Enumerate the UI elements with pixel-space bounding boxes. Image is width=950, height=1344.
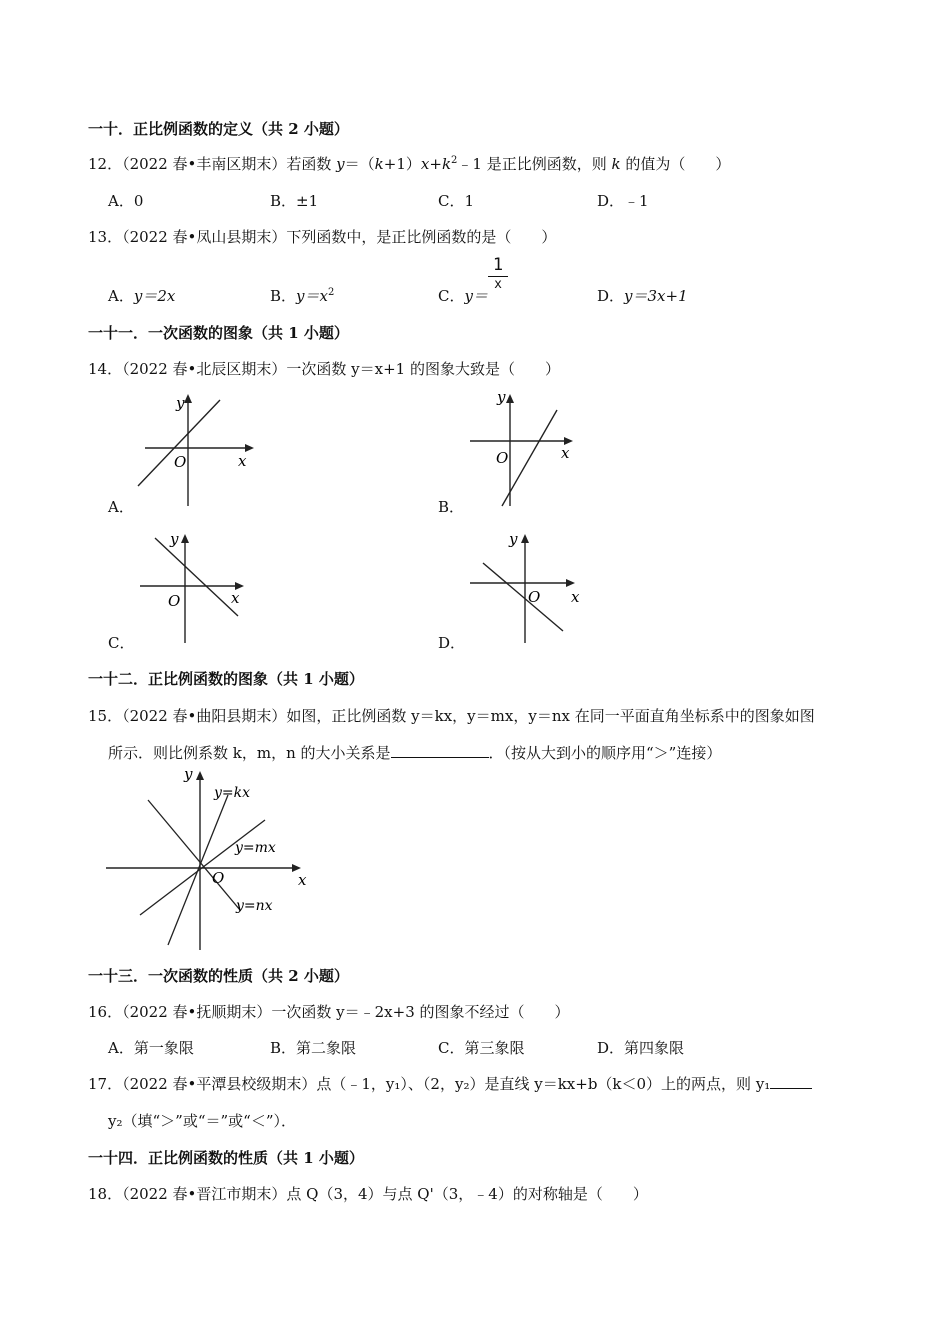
origin-label: O bbox=[528, 588, 541, 606]
graph-option-b[interactable] bbox=[465, 388, 590, 513]
answer-blank[interactable] bbox=[770, 1074, 812, 1089]
option-c-label[interactable]: C． bbox=[108, 634, 135, 652]
graph-option-a[interactable] bbox=[130, 388, 260, 513]
question-text: 如图，正比例函数 y＝kx，y＝mx，y＝nx 在同一平面直角坐标系中的图象如图 bbox=[286, 707, 815, 725]
question-source: （2022 春•丰南区期末） bbox=[122, 155, 287, 173]
var-y: y bbox=[336, 155, 345, 173]
y-axis-arrow bbox=[181, 534, 189, 543]
question-number: 18． bbox=[88, 1185, 123, 1203]
question-text: 点 Q（3，4）与点 Q'（3，﹣4）的对称轴是（ ） bbox=[286, 1185, 648, 1203]
line-nx bbox=[148, 800, 240, 910]
fraction bbox=[488, 255, 508, 292]
x-axis-arrow bbox=[566, 579, 575, 587]
option-label: C． bbox=[438, 287, 465, 305]
y-axis-label: y bbox=[170, 530, 179, 548]
section-heading-11: 一十一．一次函数的图象（共 1 小题） bbox=[88, 324, 349, 342]
question-number: 16． bbox=[88, 1003, 123, 1021]
y-axis-arrow bbox=[184, 394, 192, 403]
question-text: 所示．则比例系数 k，m，n 的大小关系是 bbox=[108, 744, 391, 762]
question-14 bbox=[88, 358, 560, 379]
x-axis-label: x bbox=[231, 589, 240, 607]
function-line bbox=[138, 400, 220, 486]
option-c[interactable]: C．第三象限 bbox=[438, 1039, 525, 1057]
exponent: 2 bbox=[451, 155, 458, 166]
x-axis-label: x bbox=[561, 444, 570, 462]
var-k: k bbox=[611, 155, 621, 173]
option-a-label[interactable]: A． bbox=[108, 498, 134, 516]
option-expression: y＝x bbox=[296, 287, 328, 305]
question-source: （2022 春•平潭县校级期末） bbox=[122, 1075, 317, 1093]
option-c[interactable]: C．1 bbox=[438, 192, 475, 210]
fraction-denominator: x bbox=[494, 277, 502, 292]
question-text: 若函数 bbox=[286, 155, 337, 173]
y-axis-arrow bbox=[196, 771, 204, 780]
origin-label: O bbox=[212, 869, 225, 887]
question-text: 的值为（ ） bbox=[620, 155, 731, 173]
section-heading-14: 一十四．正比例函数的性质（共 1 小题） bbox=[88, 1149, 364, 1167]
question-source: （2022 春•曲阳县期末） bbox=[122, 707, 287, 725]
question-15-line-2 bbox=[108, 742, 721, 763]
question-text: ．（按从大到小的顺序用“＞”连接） bbox=[488, 744, 722, 762]
question-text: + bbox=[429, 155, 442, 173]
label-mx: y=mx bbox=[235, 840, 276, 856]
option-label: A． bbox=[108, 287, 134, 305]
exponent: 2 bbox=[327, 287, 335, 298]
option-d[interactable]: D．﹣1 bbox=[597, 192, 649, 210]
var-x: x bbox=[420, 155, 430, 173]
option-label: B． bbox=[270, 287, 297, 305]
question-text: 下列函数中，是正比例函数的是（ ） bbox=[286, 228, 557, 246]
question-13 bbox=[88, 226, 556, 247]
option-a[interactable]: A．0 bbox=[108, 192, 144, 210]
x-axis-arrow bbox=[245, 444, 254, 452]
origin-label: O bbox=[174, 453, 187, 471]
question-12 bbox=[88, 153, 730, 174]
x-axis-label: x bbox=[298, 871, 307, 889]
question-number: 12． bbox=[88, 155, 123, 173]
graph-proportional-functions bbox=[100, 765, 320, 955]
y-axis-label: y bbox=[184, 765, 193, 783]
option-d[interactable]: D．第四象限 bbox=[597, 1039, 685, 1057]
option-c[interactable] bbox=[438, 285, 488, 306]
option-label: D． bbox=[597, 287, 625, 305]
var-k: k bbox=[441, 155, 452, 173]
option-b[interactable] bbox=[270, 285, 334, 306]
question-16 bbox=[88, 1001, 570, 1022]
graph-option-c[interactable] bbox=[130, 528, 260, 648]
option-d-label[interactable]: D． bbox=[438, 634, 466, 652]
option-a[interactable] bbox=[108, 285, 175, 306]
label-nx: y=nx bbox=[236, 898, 273, 914]
question-source: （2022 春•北辰区期末） bbox=[122, 360, 287, 378]
question-text: ＝（ bbox=[344, 155, 375, 173]
var-k: k bbox=[374, 155, 384, 173]
question-number: 17． bbox=[88, 1075, 123, 1093]
y-axis-label: y bbox=[176, 394, 185, 412]
x-axis-label: x bbox=[238, 452, 247, 470]
graph-option-d[interactable] bbox=[465, 528, 590, 648]
section-heading-13: 一十三．一次函数的性质（共 2 小题） bbox=[88, 967, 349, 985]
fraction-numerator: 1 bbox=[492, 255, 504, 275]
question-text: +1） bbox=[383, 155, 421, 173]
function-line bbox=[483, 563, 563, 631]
y-axis-arrow bbox=[521, 534, 529, 543]
question-number: 15． bbox=[88, 707, 123, 725]
option-d[interactable] bbox=[597, 285, 688, 306]
label-kx: y=kx bbox=[214, 785, 251, 801]
question-17-line-2: y₂（填“＞”或“＝”或“＜”）． bbox=[108, 1112, 296, 1130]
question-source: （2022 春•凤山县期末） bbox=[122, 228, 287, 246]
section-heading-10: 一十．正比例函数的定义（共 2 小题） bbox=[88, 120, 349, 138]
question-15 bbox=[88, 705, 815, 726]
question-text: 点（﹣1，y₁）、（2，y₂）是直线 y＝kx+b（k＜0）上的两点，则 y₁ bbox=[316, 1075, 771, 1093]
question-number: 13． bbox=[88, 228, 123, 246]
y-axis-arrow bbox=[506, 394, 514, 403]
origin-label: O bbox=[496, 449, 509, 467]
option-expression: y＝2x bbox=[133, 287, 176, 305]
section-heading-12: 一十二．正比例函数的图象（共 1 小题） bbox=[88, 670, 364, 688]
option-b[interactable]: B．第二象限 bbox=[270, 1039, 357, 1057]
origin-label: O bbox=[168, 592, 181, 610]
question-source: （2022 春•晋江市期末） bbox=[122, 1185, 287, 1203]
question-18 bbox=[88, 1183, 648, 1204]
y-axis-label: y bbox=[509, 530, 518, 548]
option-expression: y＝ bbox=[464, 287, 488, 305]
question-17 bbox=[88, 1073, 812, 1094]
x-axis-label: x bbox=[571, 588, 580, 606]
option-a[interactable]: A．第一象限 bbox=[108, 1039, 194, 1057]
question-text: 一次函数 y＝x+1 的图象大致是（ ） bbox=[286, 360, 560, 378]
option-b-label[interactable]: B． bbox=[438, 498, 465, 516]
y-axis-label: y bbox=[497, 388, 506, 406]
question-source: （2022 春•抚顺期末） bbox=[122, 1003, 272, 1021]
answer-blank[interactable] bbox=[391, 743, 489, 758]
option-b[interactable]: B．±1 bbox=[270, 192, 319, 210]
question-text: 一次函数 y＝﹣2x+3 的图象不经过（ ） bbox=[271, 1003, 570, 1021]
option-expression: y＝3x+1 bbox=[624, 287, 688, 305]
question-number: 14． bbox=[88, 360, 123, 378]
question-text: ﹣1 是正比例函数，则 bbox=[457, 155, 612, 173]
